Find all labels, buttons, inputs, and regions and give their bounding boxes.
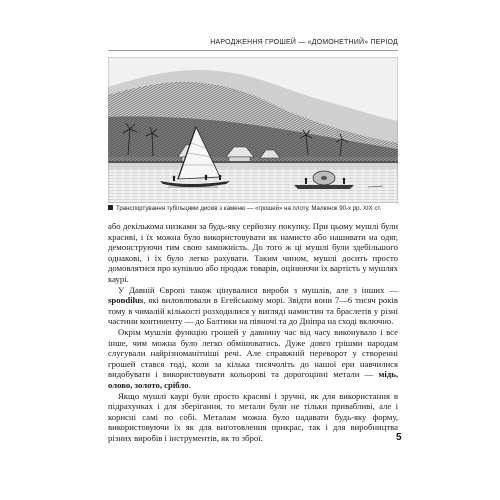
running-title: НАРОДЖЕННЯ ГРОШЕЙ — «ДОМОНЕТНИЙ» ПЕРІОД xyxy=(210,38,398,46)
figure-caption xyxy=(108,205,400,213)
paragraph-1-text: або декількома низками за будь-яку серйозну покупку. При цьому мушлі були красиві, і їх можна було використовувати як намисто або нашивати на одяг, демонструючи тим свою заможність. До того ж ці мушлі були здебільшого однакові, і їх було легко рахувати. Таким чином, мушлі досить просто домовлятися про купівлю або продаж товарів, оцінюючи їх вартість у мушлях каурі. xyxy=(108,221,398,284)
illustration-figure xyxy=(108,57,398,203)
paragraph-3-text-a: Окрім мушлів функцію грошей у давнину час від часу виконувало і все інше, чим можна було легко обмінюватись. Дуже довго грішми народам слугували найрізноманітніші речі. Але справжній переворот у створенні грошей стався тоді, коли за кілька тисячоліть до нашої ери навчилися видобувати і використовувати кольорові та дорогоцінні метали — xyxy=(108,326,398,380)
paragraph-2-text-b: , які виловлювали в Егейському морі. Звідти вони 7—6 тисяч років тому в чималій кількості розходилися у вигляді намистин та браслетів у різні частини континенту — до Балтики на півночі та до Дніпра на сході включно. xyxy=(108,295,398,327)
paragraph-2-bold: spondilus xyxy=(108,295,144,306)
paragraph-4 xyxy=(108,391,398,444)
running-header xyxy=(108,34,398,50)
header-rule xyxy=(108,50,398,51)
caption-marker xyxy=(108,205,113,210)
paragraph-3-bold: мідь, олово, золото, срібло xyxy=(108,369,398,390)
page-number: 5 xyxy=(396,432,402,443)
caption-text: Транспортування тубільцями дисків з каменю — «грошей» на плоту. Малюнок 90-х рр. XIX ст. xyxy=(116,205,382,212)
paragraph-2-text-a: У Давній Європі також цінувалися вироби з мушлів, але з інших — xyxy=(118,284,398,295)
body-text xyxy=(108,221,398,443)
paragraph-2 xyxy=(108,285,398,327)
paragraph-3-text-b: . xyxy=(188,379,191,390)
paragraph-4-text: Якщо мушлі каурі були просто красиві і зручні, як для використання в підрахунках і для зберігання, то метали були не тільки привабливі, але і корисні самі по собі. Металам можна було надавати будь-яку форму, використовуючи їх як для виготовлення прикрас, так і для виробництва різних виробів і інструментів, як то зброї. xyxy=(108,390,398,443)
engraving-illustration xyxy=(108,57,398,203)
paragraph-1 xyxy=(108,221,398,285)
paragraph-3 xyxy=(108,327,398,391)
